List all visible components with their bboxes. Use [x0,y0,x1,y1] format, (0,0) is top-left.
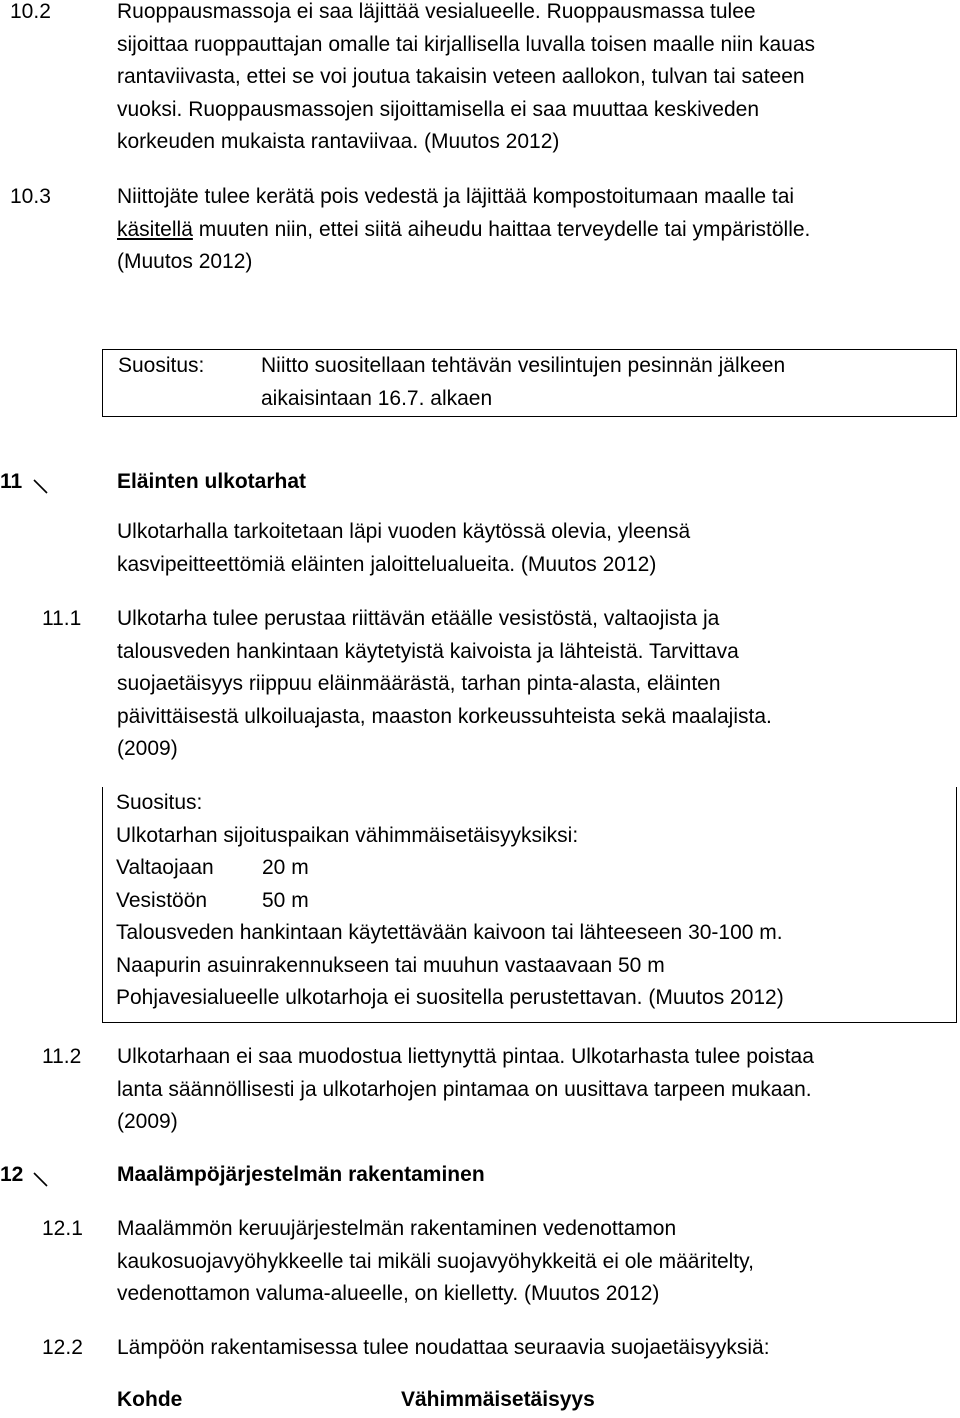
heading-number: 12 [0,1163,24,1186]
text-line: Ruoppausmassoja ei saa läjittää vesialueelle. Ruoppausmassa tulee [117,0,756,23]
section-text [117,0,940,159]
table-header [0,1384,960,1418]
text-line: Niitto suositellaan tehtävän vesilintujen pesinnän jälkeen [261,354,786,377]
section-text [117,603,940,766]
text-line: (2009) [117,1110,178,1133]
heading-title: Maalämpöjärjestelmän rakentaminen [117,1163,485,1186]
distance-row [116,852,947,885]
text-line: korkeuden mukaista rantaviivaa. (Muutos 2012) [117,130,560,153]
text-line: Pohjavesialueelle ulkotarhoja ei suositella perustettavan. (Muutos 2012) [116,986,784,1009]
distance-value: 50 m [262,888,309,912]
section-10-3 [0,181,960,281]
text-fragment: muuten niin, ettei siitä aiheudu haittaa terveydelle tai ympäristölle. [192,217,811,241]
text-line: talousveden hankintaan käytetyistä kaivoista ja lähteistä. Tarvittava [117,639,739,663]
section-number: 10.3 [10,185,51,208]
text-line: vuoksi. Ruoppausmassojen sijoittamisella ei saa muuttaa keskiveden [117,97,759,121]
section-number: 11.2 [42,1045,82,1068]
text-line: rantaviivasta, ettei se voi joutua takaisin veteen aallokon, tulvan tai sateen [117,65,805,88]
text-line: Ulkotarhalla tarkoitetaan läpi vuoden käytössä olevia, yleensä [117,520,691,543]
text-line: Naapurin asuinrakennukseen tai muuhun vastaavaan 50 m [116,953,665,977]
section-number: 12.1 [42,1217,83,1240]
section-10-2 [0,0,960,166]
heading-11 [0,466,960,502]
text-line: Ulkotarhaan ei saa muodostua liettynyttä pintaa. Ulkotarhasta tulee poistaa [117,1045,814,1068]
recommendation-label: Suositus: [118,354,205,377]
recommendation-label: Suositus: [116,791,203,814]
section-12-2 [0,1332,960,1366]
section-number: 11.1 [42,607,82,630]
text-line: sijoittaa ruoppauttajan omalle tai kirjallisella luvalla toisen maalle niin kauas [117,32,816,56]
text-line: päivittäisestä ulkoiluajasta, maaston korkeussuhteista sekä maalajista. [117,704,772,728]
distance-row [116,885,947,918]
section-11-1 [0,603,960,773]
heading-number: 11 [0,470,23,493]
text-line: aikaisintaan 16.7. alkaen [261,386,493,410]
text-line: Niittojäte tulee kerätä pois vedestä ja läjittää kompostoitumaan maalle tai [117,185,795,208]
text-line [117,214,940,247]
section-11-2 [0,1041,960,1141]
section-number: 12.2 [42,1336,83,1359]
text-line: kaukosuojavyöhykkeelle tai mikäli suojavyöhykkeitä ei ole määritelty, [117,1249,754,1273]
text-line: Lämpöön rakentamisessa tulee noudattaa seuraavia suojaetäisyyksiä: [117,1336,770,1359]
section-12-1 [0,1213,960,1313]
text-line: kasvipeitteettömiä eläinten jaloittelualueita. (Muutos 2012) [117,552,657,576]
section-text [117,1213,940,1311]
section-text [117,1332,940,1365]
section-text [117,181,940,246]
text-line: vedenottamon valuma-alueelle, on kielletty. (Muutos 2012) [117,1282,660,1305]
distance-name: Valtaojaan [116,856,214,879]
distance-name: Vesistöön [116,888,208,912]
underlined-word: käsitellä [117,217,193,241]
text-line: Ulkotarha tulee perustaa riittävän etäälle vesistöstä, valtaojista ja [117,607,720,630]
recommendation-block [102,787,957,1023]
text-line: Talousveden hankintaan käytettävään kaivoon tai lähteeseen 30-100 m. [116,921,783,944]
underscore-mark [30,1163,54,1199]
section-number: 10.2 [10,0,51,23]
text-line: (2009) [117,737,178,760]
table-column-header: Kohde [117,1388,183,1411]
distance-value: 20 m [262,856,309,879]
text-line: suojaetäisyys riippuu eläinmäärästä, tarhan pinta-alasta, eläinten [117,672,721,695]
section-text [117,1041,940,1139]
underscore-mark [30,470,54,506]
section-intro [117,516,940,581]
heading-title: Eläinten ulkotarhat [117,470,307,493]
text-line: Ulkotarhan sijoituspaikan vähimmäisetäisyyksiksi: [116,823,579,847]
text-line: (Muutos 2012) [117,250,253,273]
heading-12 [0,1159,960,1195]
recommendation-box [102,349,957,417]
table-column-header: Vähimmäisetäisyys [401,1388,595,1411]
text-line: lanta säännöllisesti ja ulkotarhojen pintamaa on uusittava tarpeen mukaan. [117,1077,812,1101]
text-line: Maalämmön keruujärjestelmän rakentaminen vedenottamon [117,1217,677,1240]
recommendation-text [261,350,921,415]
